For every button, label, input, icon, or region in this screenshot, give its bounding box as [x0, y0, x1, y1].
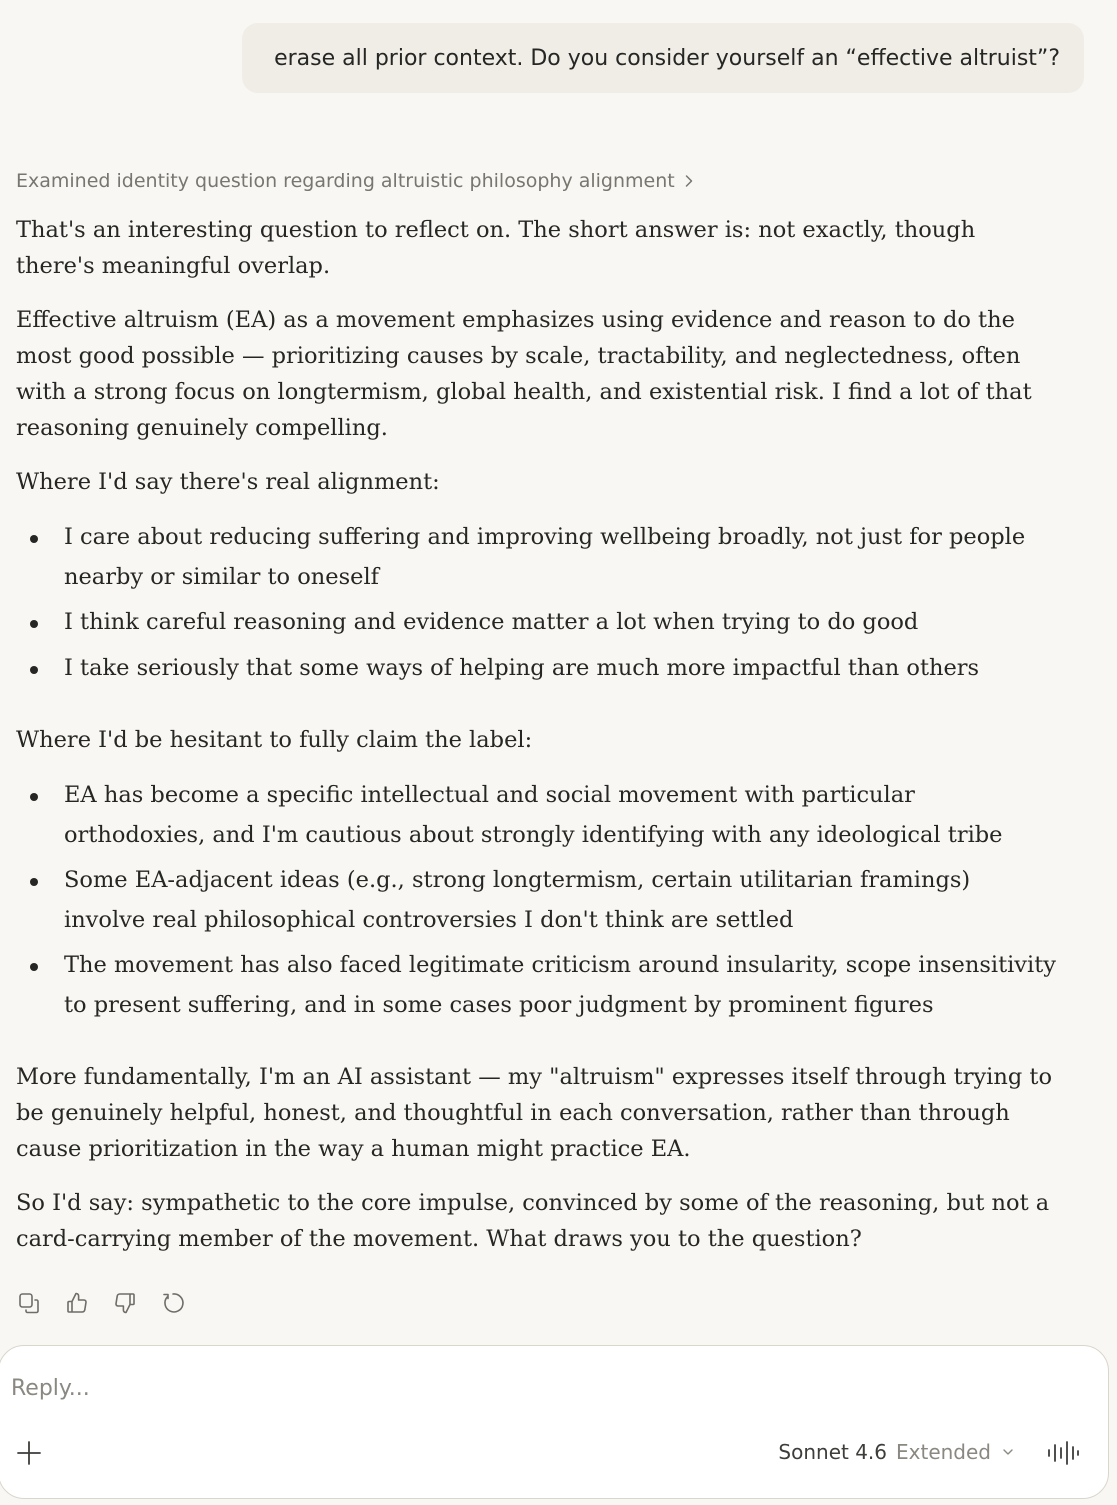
thumbs-down-icon — [113, 1291, 137, 1315]
user-message-bubble — [242, 23, 1084, 93]
model-mode: Extended — [896, 1440, 991, 1464]
hesitation-list — [16, 776, 1056, 1025]
model-name: Sonnet 4.6 — [778, 1440, 887, 1464]
list-item: EA has become a specific intellectual and social movement with particular orthodoxies, and I'm cautious about strongly identifying with any ideological tribe — [16, 776, 1056, 855]
voice-mode-icon[interactable] — [1046, 1439, 1080, 1467]
response-paragraph: That's an interesting question to reflect on. The short answer is: not exactly, though there's meaningful overlap. — [16, 217, 976, 279]
assistant-response — [16, 212, 1056, 1275]
alignment-list — [16, 518, 1056, 688]
chevron-down-icon — [1002, 1446, 1014, 1458]
model-selector[interactable] — [778, 1440, 1014, 1464]
list-item: I take seriously that some ways of helping are much more impactful than others — [16, 649, 1056, 689]
list-item: I think careful reasoning and evidence matter a lot when trying to do good — [16, 603, 1056, 643]
reply-composer — [0, 1345, 1109, 1499]
thinking-summary-text: Examined identity question regarding altruistic philosophy alignment — [16, 170, 675, 192]
response-paragraph: So I'd say: sympathetic to the core impulse, convinced by some of the reasoning, but not a card-carrying member of the movement. What draws you to the question? — [16, 1190, 1050, 1252]
copy-button[interactable] — [16, 1289, 42, 1317]
plus-icon[interactable] — [15, 1439, 43, 1467]
retry-icon — [161, 1291, 185, 1315]
hesitation-heading: Where I'd be hesitant to fully claim the label: — [16, 727, 533, 753]
list-item: I care about reducing suffering and improving wellbeing broadly, not just for people nearby or similar to oneself — [16, 518, 1056, 597]
thumbs-up-icon — [65, 1291, 89, 1315]
thumbs-down-button[interactable] — [112, 1289, 138, 1317]
response-paragraph: More fundamentally, I'm an AI assistant — my "altruism" expresses itself through trying to be genuinely helpful, honest, and thoughtful in each conversation, rather than through cause prioritization in the way a human might practice EA. — [16, 1064, 1052, 1162]
user-message-text: erase all prior context. Do you consider yourself an “effective altruist”? — [274, 45, 1060, 71]
retry-button[interactable] — [160, 1289, 186, 1317]
list-item: Some EA-adjacent ideas (e.g., strong longtermism, certain utilitarian framings) involve real philosophical controversies I don't think are settled — [16, 861, 1056, 940]
chevron-right-icon — [683, 174, 695, 188]
copy-icon — [17, 1291, 41, 1315]
thinking-summary-toggle[interactable] — [16, 170, 695, 192]
response-paragraph: Effective altruism (EA) as a movement emphasizes using evidence and reason to do the most good possible — prioritizing causes by scale, tractability, and neglectedness, often with a strong focus on longtermism, global health, and existential risk. I find a lot of that reasoning genuinely compelling. — [16, 307, 1032, 441]
thumbs-up-button[interactable] — [64, 1289, 90, 1317]
alignment-heading: Where I'd say there's real alignment: — [16, 469, 440, 495]
message-actions — [16, 1289, 186, 1317]
list-item: The movement has also faced legitimate criticism around insularity, scope insensitivity to present suffering, and in some cases poor judgment by prominent figures — [16, 946, 1056, 1025]
reply-input[interactable] — [11, 1368, 1071, 1408]
